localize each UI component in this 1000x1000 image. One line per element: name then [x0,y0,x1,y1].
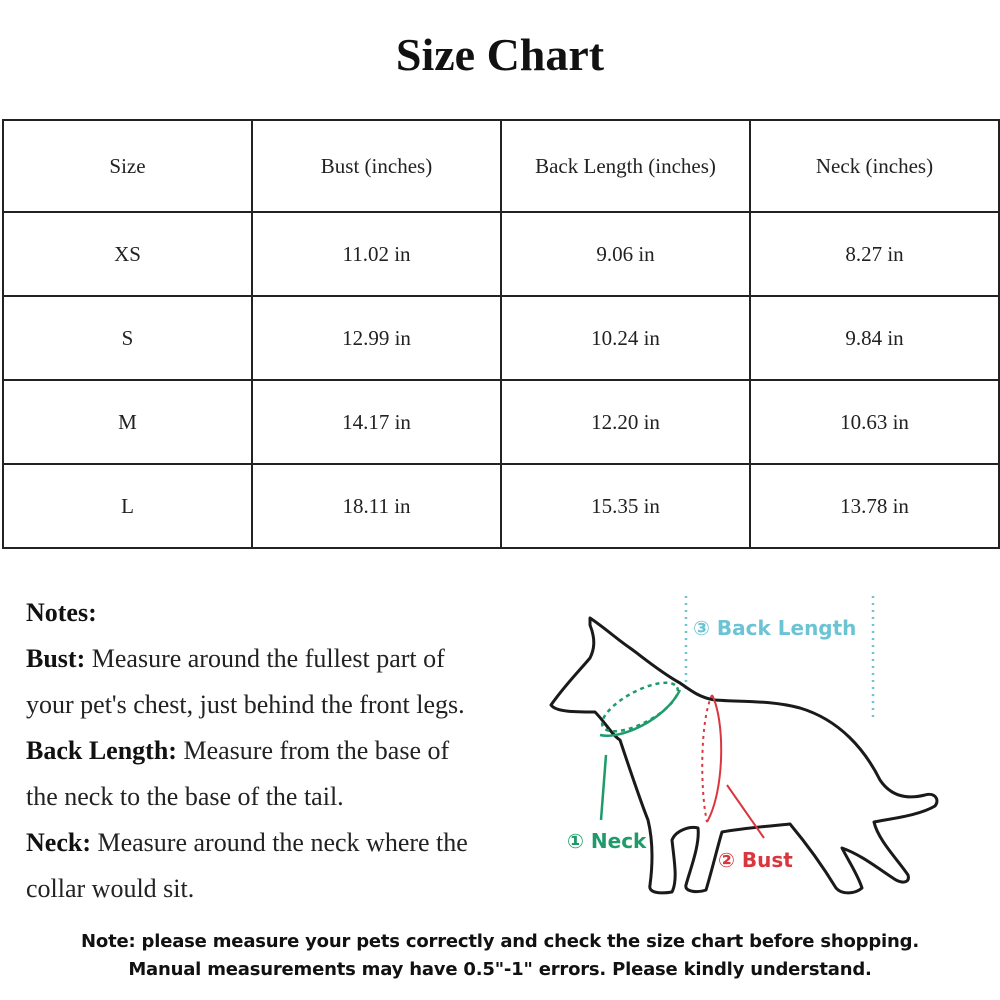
header-size: Size [3,120,252,212]
cell-back-length: 12.20 in [501,380,750,464]
cell-bust: 14.17 in [252,380,501,464]
cell-size: L [3,464,252,548]
note-neck-label: Neck: [26,828,91,857]
note-back-text: Measure from the base of [176,736,450,765]
dog-measurement-diagram [540,585,980,915]
table-row [3,212,999,296]
cell-size: S [3,296,252,380]
table-row [3,380,999,464]
note-bust-text: Measure around the fullest part of [85,644,445,673]
note-back-length [26,728,566,774]
table-header-row [3,120,999,212]
note-back-cont: the neck to the base of the tail. [26,782,344,811]
note-bust-cont: your pet's chest, just behind the front legs. [26,690,465,719]
bust-label: ② Bust [718,848,793,872]
cell-bust: 11.02 in [252,212,501,296]
cell-bust: 18.11 in [252,464,501,548]
disclaimer-line-2: Manual measurements may have 0.5"-1" errors. Please kindly understand. [128,959,872,980]
note-bust [26,636,566,682]
notes-heading [26,590,566,636]
cell-neck: 8.27 in [750,212,999,296]
neck-label: ① Neck [567,829,647,853]
page-title: Size Chart [395,29,605,80]
notes-heading-text: Notes: [26,598,97,627]
cell-back-length: 15.35 in [501,464,750,548]
disclaimer-line-1: Note: please measure your pets correctly and check the size chart before shopping. [81,931,919,952]
note-neck-cont: collar would sit. [26,874,195,903]
disclaimer-note [0,928,1000,984]
cell-size: XS [3,212,252,296]
measurement-notes [26,590,566,912]
cell-bust: 12.99 in [252,296,501,380]
back-length-label: ③ Back Length [693,616,857,640]
cell-neck: 9.84 in [750,296,999,380]
header-back-length: Back Length (inches) [501,120,750,212]
note-bust-label: Bust: [26,644,86,673]
size-table [2,119,1000,549]
cell-back-length: 10.24 in [501,296,750,380]
header-bust: Bust (inches) [252,120,501,212]
table-row [3,296,999,380]
cell-neck: 13.78 in [750,464,999,548]
cell-neck: 10.63 in [750,380,999,464]
table-row [3,464,999,548]
header-neck: Neck (inches) [750,120,999,212]
bust-marker [702,695,764,838]
note-back-label: Back Length: [26,736,177,765]
cell-back-length: 9.06 in [501,212,750,296]
cell-size: M [3,380,252,464]
note-neck-text: Measure around the neck where the [90,828,468,857]
note-neck [26,820,566,866]
